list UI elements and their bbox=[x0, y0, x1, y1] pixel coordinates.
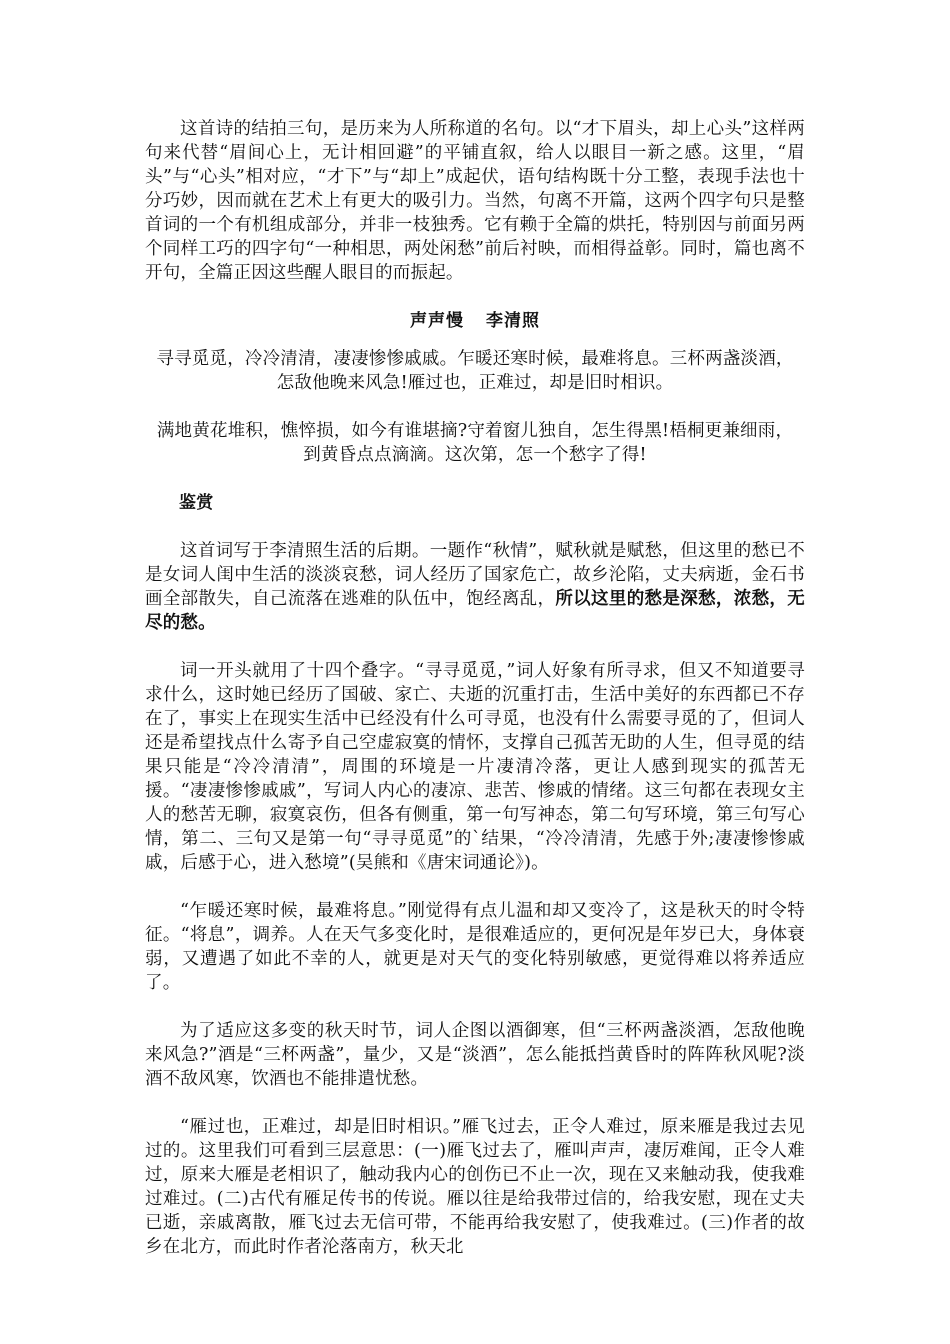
appreciation-paragraph-1-emphasis: 所以这里的愁是深愁，浓愁，无尽的愁。 bbox=[145, 589, 805, 633]
appreciation-paragraph-3 bbox=[145, 899, 805, 995]
appreciation-paragraph-4-text: 为了适应这多变的秋天时节，词人企图以酒御寒，但“三杯两盏淡酒，怎敌他晚来风急?”酒是“三杯两盏”，量少，又是“淡酒”，怎么能抵挡黄昏时的阵阵秋风呢?淡酒不敌风寒，饮酒也不能排遣忧愁。 bbox=[145, 1021, 805, 1089]
intro-paragraph-text: 这首诗的结拍三句，是历来为人所称道的名句。以“才下眉头，却上心头”这样两句来代替“眉间心上，无计相回避”的平铺直叙，给人以眼目一新之感。这里，“眉头”与“心头”相对应，“才下”与“却上”成起伏，语句结构既十分工整，表现手法也十分巧妙，因而就在艺术上有更大的吸引力。当然，句离不开篇，这两个四字句只是整首词的一个有机组成部分，并非一枝独秀。它有赖于全篇的烘托，特别因与前面另两个同样工巧的四字句“一种相思，两处闲愁”前后衬映，而相得益彰。同时，篇也离不开句，全篇正因这些醒人眼目的而振起。 bbox=[145, 119, 805, 283]
appreciation-paragraph-5 bbox=[145, 1115, 805, 1259]
appreciation-paragraph-2 bbox=[145, 659, 805, 875]
poem-stanza-1: 寻寻觅觅，冷冷清清，凄凄惨惨戚戚。乍暖还寒时候，最难将息。三杯两盏淡酒，怎敌他晚来风急!雁过也，正难过，却是旧时相识。 bbox=[156, 349, 794, 393]
appreciation-heading: 鉴赏 bbox=[179, 493, 214, 513]
poem-author: 李清照 bbox=[486, 311, 540, 331]
appreciation-paragraph-1 bbox=[145, 539, 805, 635]
appreciation-paragraph-4 bbox=[145, 1019, 805, 1091]
intro-paragraph bbox=[145, 117, 805, 285]
document-page bbox=[145, 117, 805, 1283]
appreciation-paragraph-5-text: “雁过也，正难过，却是旧时相识。”雁飞过去，正令人难过，原来雁是我过去见过的。这里我们可看到三层意思：(一)雁飞过去了，雁叫声声，凄厉难闻，正令人难过，原来大雁是老相识了，触动我内心的创伤已不止一次，现在又来触动我，使我难过难过。(二)古代有雁足传书的传说。雁以往是给我带过信的，给我安慰，现在丈夫已逝，亲戚离散，雁飞过去无信可带，不能再给我安慰了，使我难过。(三)作者的故乡在北方，而此时作者沦落南方，秋天北 bbox=[145, 1117, 805, 1257]
appreciation-paragraph-2-text: 词一开头就用了十四个叠字。“寻寻觅觅，”词人好象有所寻求，但又不知道要寻求什么，这时她已经历了国破、家亡、夫逝的沉重打击，生活中美好的东西都已不存在了，事实上在现实生活中已经没有什么可寻觅，也没有什么需要寻觅的了，但词人还是希望找点什么寄予自己空虚寂寞的情怀，支撑自己孤苦无助的人生，但寻觅的结果只能是“冷冷清清”，周围的环境是一片凄清冷落，更让人感到现实的孤苦无援。“凄凄惨惨戚戚”，写词人内心的凄凉、悲苦、惨戚的情绪。这三句都在表现女主人的愁苦无聊，寂寞哀伤，但各有侧重，第一句写神态，第二句写环境，第三句写心情，第二、三句又是第一句“寻寻觅觅”的`结果，“冷冷清清，先感于外;凄凄惨惨戚戚，后感于心，进入愁境”(吴熊和《唐宋词通论》)。 bbox=[145, 661, 805, 873]
poem-title bbox=[145, 309, 805, 333]
appreciation-paragraph-3-text: “乍暖还寒时候，最难将息。”刚觉得有点儿温和却又变冷了，这是秋天的时令特征。“将息”，调养。人在天气多变化时，是很难适应的，更何况是年岁已大，身体衰弱，又遭遇了如此不幸的人，就更是对天气的变化特别敏感，更觉得难以将养适应了。 bbox=[145, 901, 805, 993]
appreciation-paragraph-1-text: 这首词写于李清照生活的后期。一题作“秋情”，赋秋就是赋愁，但这里的愁已不是女词人闺中生活的淡淡哀愁，词人经历了国家危亡，故乡沦陷，丈夫病逝，金石书画全部散失，自己流落在逃难的队伍中，饱经离乱， bbox=[145, 541, 805, 609]
poem-title-name: 声声慢 bbox=[410, 311, 464, 331]
poem-stanza-2: 满地黄花堆积，憔悴损，如今有谁堪摘?守着窗儿独自，怎生得黑!梧桐更兼细雨，到黄昏点点滴滴。这次第，怎一个愁字了得! bbox=[156, 421, 794, 465]
appreciation-paragraph-1-body bbox=[145, 539, 805, 635]
